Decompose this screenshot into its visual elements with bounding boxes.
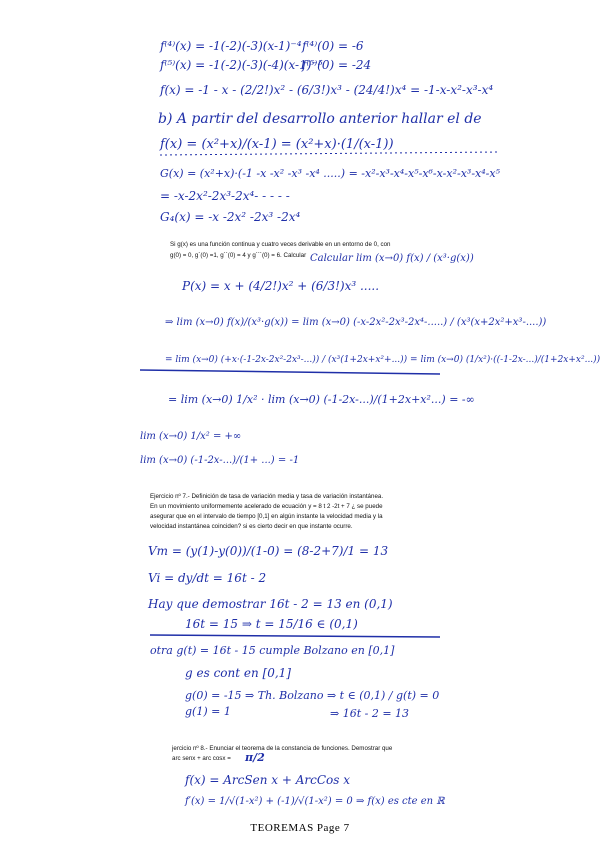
- page-footer: TEOREMAS Page 7: [250, 822, 350, 834]
- equation-result: ⇒ 16t - 2 = 13: [330, 707, 410, 720]
- limit-one-over-x2: lim (x→0) 1/x² = +∞: [140, 431, 242, 442]
- pi-over-two: π/2: [245, 751, 265, 764]
- calculate-limit: Calcular lim (x→0) f(x) / (x³·g(x)): [310, 253, 474, 264]
- fourth-derivative: f⁽⁴⁾(x) = -1(-2)(-3)(x-1)⁻⁴: [160, 39, 302, 53]
- arc-sum-derivative: f′(x) = 1/√(1-x²) + (-1)/√(1-x²) = 0 ⇒ f(x) es cte en ℝ: [185, 796, 445, 807]
- fifth-derivative-at-zero: f⁽⁵⁾(0) = -24: [302, 58, 372, 72]
- exercise-7-line-1: Ejercicio nº 7.- Definición de tasa de variación media y tasa de variación instantánea.: [150, 493, 384, 500]
- g-statement-line-1: Si g(x) es una función continua y cuatro veces derivable en un entorno de 0, con: [170, 241, 391, 248]
- limit-step-1: ⇒ lim (x→0) f(x)/(x³·g(x)) = lim (x→0) (-x-2x²-2x³-2x⁴-.....) / (x³(x+2x²+x³-....)): [165, 317, 547, 328]
- t-value: 16t = 15 ⇒ t = 15/16 ∈ (0,1): [185, 617, 358, 631]
- fx-fraction: f(x) = (x²+x)/(x-1) = (x²+x)·(1/(x-1)): [160, 137, 394, 152]
- exercise-7-line-4: velocidad instantánea coinciden? si es cierto decir en que instante ocurre.: [150, 523, 353, 530]
- limit-step-3: = lim (x→0) 1/x² · lim (x→0) (-1-2x-...)/(1+2x+x²...) = -∞: [168, 393, 475, 406]
- instant-velocity: Vi = dy/dt = 16t - 2: [148, 571, 267, 585]
- divider-stroke: [150, 635, 440, 637]
- fourth-derivative-at-zero: f⁽⁴⁾(0) = -6: [302, 39, 364, 53]
- arc-sum-function: f(x) = ArcSen x + ArcCos x: [185, 773, 350, 787]
- divider-stroke: [160, 152, 500, 155]
- part-b-heading: b) A partir del desarrollo anterior hallar el de: [158, 111, 482, 127]
- g4-polynomial: G₄(x) = -x -2x² -2x³ -2x⁴: [160, 210, 301, 224]
- limit-quotient: lim (x→0) (-1-2x-...)/(1+ ...) = -1: [140, 455, 300, 466]
- taylor-polynomial: f(x) = -1 - x - (2/2!)x² - (6/3!)x³ - (24/4!)x⁴ = -1-x-x²-x³-x⁴: [160, 83, 494, 97]
- limit-step-2: = lim (x→0) (+x·(-1-2x-2x²-2x³-...)) / (x³(1+2x+x²+...)) = lim (x→0) (1/x²)·((-1-2x-...)/(1+2x+x²...)): [165, 355, 600, 365]
- must-prove: Hay que demostrar 16t - 2 = 13 en (0,1): [148, 597, 393, 611]
- exercise-7-line-2: En un movimiento uniformemente acelerado de ecuación y = 8 t 2 -2t + 7 ¿ se puede: [150, 503, 383, 510]
- exercise-8-line-2: arc senx + arc cosx =: [172, 755, 231, 762]
- exercise-7-line-3: asegurar que en el intervalo de tiempo [0,1] en algún instante la velocidad media y la: [150, 513, 383, 520]
- exercise-8-line-1: jercicio nº 8.- Enunciar el teorema de la constancia de funciones. Demostrar que: [172, 745, 393, 752]
- g-at-zero: g(0) = -15 ⇒ Th. Bolzano ⇒ t ∈ (0,1) / g(t) = 0: [185, 689, 440, 702]
- continuity-note: g es cont en [0,1]: [185, 666, 291, 680]
- gx-expansion: G(x) = (x²+x)·(-1 -x -x² -x³ -x⁴ .....) = -x²-x³-x⁴-x⁵-x⁶-x-x²-x³-x⁴-x⁵: [160, 167, 500, 180]
- g-statement-line-2: g(0) = 0, g´(0) =1, g´´(0) = 4 y g´´´(0) = 6. Calcular: [170, 252, 307, 259]
- divider-stroke: [140, 370, 440, 374]
- other-approach: otra g(t) = 16t - 15 cumple Bolzano en [0,1]: [150, 644, 395, 657]
- mean-velocity: Vm = (y(1)-y(0))/(1-0) = (8-2+7)/1 = 13: [148, 544, 389, 558]
- p-polynomial: P(x) = x + (4/2!)x² + (6/3!)x³ .....: [182, 279, 380, 293]
- gx-result: = -x-2x²-2x³-2x⁴- - - - -: [160, 189, 290, 203]
- fifth-derivative: f⁽⁵⁾(x) = -1(-2)(-3)(-4)(x-1)⁻⁵: [160, 58, 323, 72]
- g-at-one: g(1) = 1: [185, 705, 231, 718]
